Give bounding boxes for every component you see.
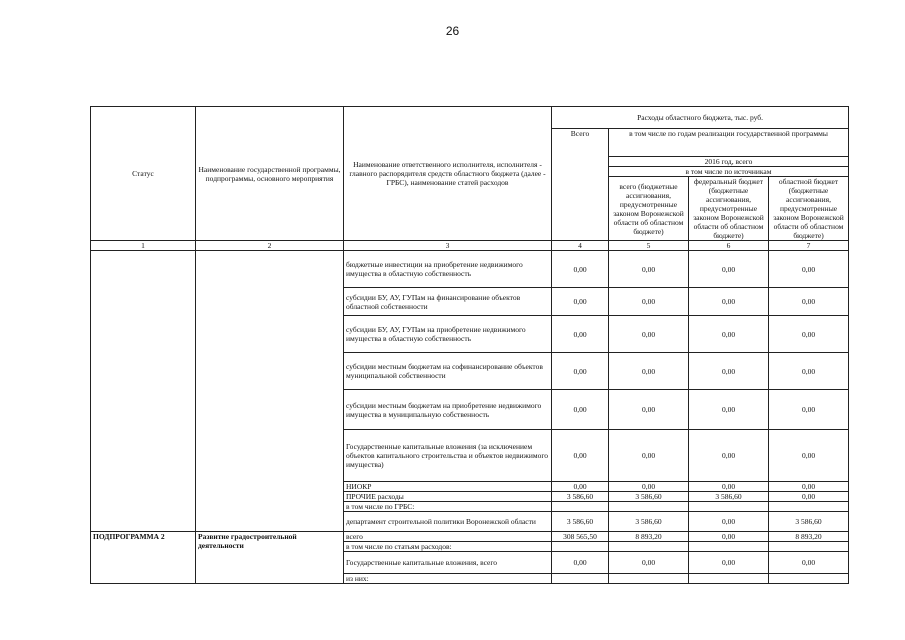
row-value-all — [609, 542, 689, 552]
header-executor: Наименование ответственного исполнителя, исполнителя - главного распорядителя средств областного бюджета (далее - ГРБС), наименование статей расходов — [344, 107, 552, 241]
row-label: НИОКР — [344, 482, 552, 492]
row-label: бюджетные инвестиции на приобретение недвижимого имущества в областную собственность — [344, 251, 552, 288]
row-value-regional — [769, 542, 849, 552]
row-value-all: 0,00 — [609, 390, 689, 430]
row-value-regional — [769, 574, 849, 584]
row-label: субсидии БУ, АУ, ГУПам на приобретение недвижимого имущества в областную собственность — [344, 316, 552, 353]
row-value-total: 0,00 — [552, 251, 609, 288]
row-label: субсидии местным бюджетам на приобретение недвижимого имущества в муниципальную собственность — [344, 390, 552, 430]
row-label: из них: — [344, 574, 552, 584]
row-value-total: 0,00 — [552, 430, 609, 482]
row-value-regional: 0,00 — [769, 552, 849, 574]
col-index: 5 — [609, 241, 689, 251]
col-index: 2 — [196, 241, 344, 251]
col-index: 6 — [689, 241, 769, 251]
row-value-total: 0,00 — [552, 552, 609, 574]
header-year-total: 2016 год, всего — [609, 157, 849, 167]
row-value-all — [609, 502, 689, 512]
header-source-regional: областной бюджет (бюджетные ассигнования, предусмотренные законом Воронежской области об областном бюджете) — [769, 177, 849, 241]
row-value-all: 0,00 — [609, 316, 689, 353]
row-label: субсидии БУ, АУ, ГУПам на финансирование объектов областной собственности — [344, 288, 552, 316]
header-total: Всего — [552, 129, 609, 241]
row-value-federal: 0,00 — [689, 353, 769, 390]
subprogram-name: Развитие градостроительной деятельности — [196, 532, 344, 584]
row-value-federal: 0,00 — [689, 390, 769, 430]
row-value-total: 0,00 — [552, 390, 609, 430]
row-value-total — [552, 502, 609, 512]
row-value-regional: 8 893,20 — [769, 532, 849, 542]
row-value-total: 0,00 — [552, 353, 609, 390]
row-value-federal: 0,00 — [689, 512, 769, 532]
col-index: 4 — [552, 241, 609, 251]
row-value-regional: 0,00 — [769, 430, 849, 482]
row-value-federal — [689, 502, 769, 512]
header-by-years: в том числе по годам реализации государственной программы — [609, 129, 849, 157]
row-value-federal: 0,00 — [689, 251, 769, 288]
row-label: Государственные капитальные вложения (за исключением объектов капитального строительства и объектов недвижимого имущества) — [344, 430, 552, 482]
row-value-total — [552, 574, 609, 584]
header-source-federal: федеральный бюджет (бюджетные ассигнования, предусмотренные законом Воронежской области об областном бюджете) — [689, 177, 769, 241]
table-row — [91, 251, 849, 288]
row-value-federal: 0,00 — [689, 552, 769, 574]
row-value-all: 0,00 — [609, 288, 689, 316]
row-value-regional: 3 586,60 — [769, 512, 849, 532]
row-value-regional: 0,00 — [769, 353, 849, 390]
row-label: в том числе по ГРБС: — [344, 502, 552, 512]
row-value-all: 0,00 — [609, 251, 689, 288]
row-label: всего — [344, 532, 552, 542]
subprogram-status: ПОДПРОГРАММА 2 — [91, 532, 196, 584]
status-cell-empty — [91, 251, 196, 532]
row-label: субсидии местным бюджетам на софинансирование объектов муниципальной собственности — [344, 353, 552, 390]
col-index: 3 — [344, 241, 552, 251]
row-value-all: 3 586,60 — [609, 492, 689, 502]
row-value-total: 3 586,60 — [552, 492, 609, 502]
row-value-total: 308 565,50 — [552, 532, 609, 542]
row-value-regional: 0,00 — [769, 288, 849, 316]
col-index: 7 — [769, 241, 849, 251]
row-value-federal: 3 586,60 — [689, 492, 769, 502]
row-value-all: 0,00 — [609, 482, 689, 492]
row-value-regional: 0,00 — [769, 390, 849, 430]
row-value-regional: 0,00 — [769, 316, 849, 353]
row-value-all: 0,00 — [609, 552, 689, 574]
row-value-total: 0,00 — [552, 482, 609, 492]
row-value-all: 3 586,60 — [609, 512, 689, 532]
row-value-federal: 0,00 — [689, 430, 769, 482]
row-value-federal — [689, 574, 769, 584]
header-by-sources: в том числе по источникам — [609, 167, 849, 177]
row-value-regional: 0,00 — [769, 482, 849, 492]
row-value-federal: 0,00 — [689, 482, 769, 492]
row-label: департамент строительной политики Воронежской области — [344, 512, 552, 532]
page-number: 26 — [445, 24, 460, 38]
column-index-row — [91, 241, 849, 251]
row-value-regional: 0,00 — [769, 492, 849, 502]
row-value-all: 8 893,20 — [609, 532, 689, 542]
row-value-federal: 0,00 — [689, 316, 769, 353]
row-value-regional — [769, 502, 849, 512]
row-value-all: 0,00 — [609, 430, 689, 482]
row-value-federal — [689, 542, 769, 552]
header-expenses: Расходы областного бюджета, тыс. руб. — [552, 107, 849, 129]
budget-table — [90, 106, 849, 584]
header-source-all: всего (бюджетные ассигнования, предусмотренные законом Воронежской области об областном бюджете) — [609, 177, 689, 241]
row-value-total: 0,00 — [552, 288, 609, 316]
header-status: Статус — [91, 107, 196, 241]
row-value-all — [609, 574, 689, 584]
row-value-total — [552, 542, 609, 552]
col-index: 1 — [91, 241, 196, 251]
row-value-regional: 0,00 — [769, 251, 849, 288]
header-program-name: Наименование государственной программы, подпрограммы, основного мероприятия — [196, 107, 344, 241]
row-value-total: 0,00 — [552, 316, 609, 353]
row-label: Государственные капитальные вложения, всего — [344, 552, 552, 574]
row-value-federal: 0,00 — [689, 532, 769, 542]
row-label: в том числе по статьям расходов: — [344, 542, 552, 552]
row-value-total: 3 586,60 — [552, 512, 609, 532]
row-label: ПРОЧИЕ расходы — [344, 492, 552, 502]
table-row — [91, 532, 849, 542]
row-value-federal: 0,00 — [689, 288, 769, 316]
program-cell-empty — [196, 251, 344, 532]
row-value-all: 0,00 — [609, 353, 689, 390]
